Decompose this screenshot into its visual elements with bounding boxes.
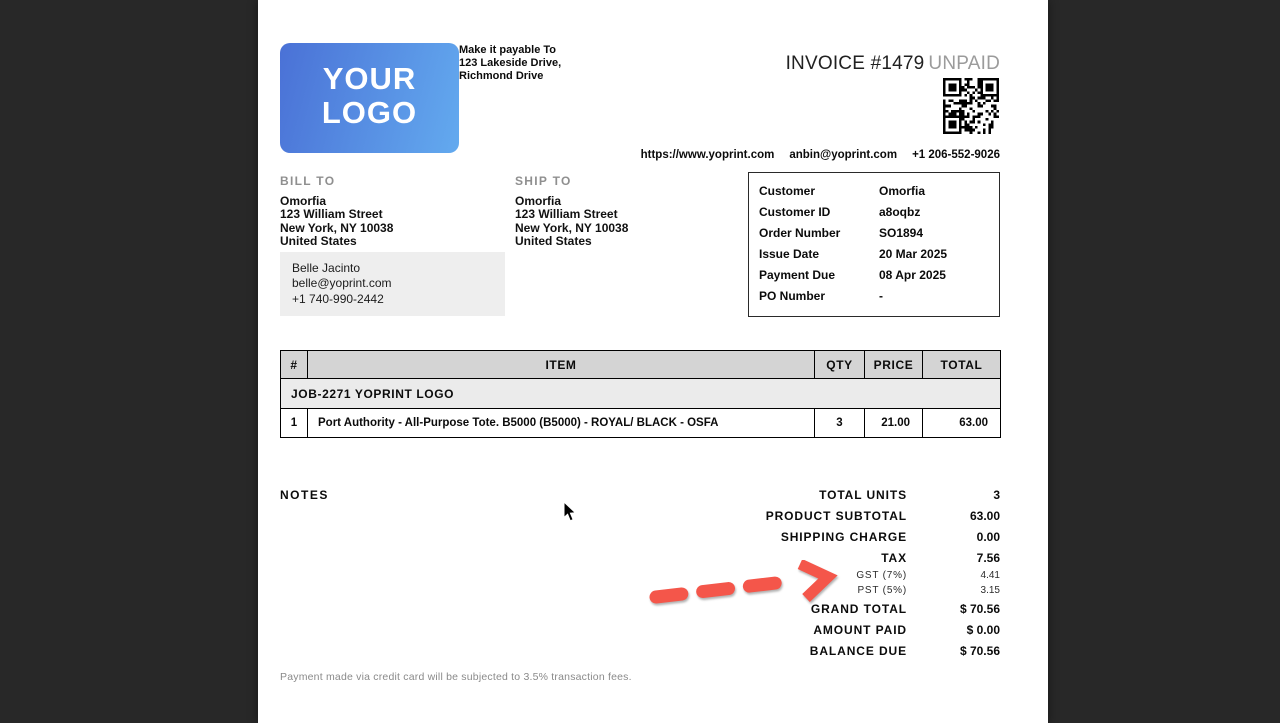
order-info-row [759,181,989,202]
total-row-balance-due [580,640,1000,661]
order-info-label: Customer ID [759,205,831,220]
logo-text-line1: YOUR [322,61,417,96]
bill-to-street: 123 William Street [280,207,383,222]
order-info-value: 20 Mar 2025 [879,247,948,262]
bill-to-address [280,195,393,249]
company-phone: +1 206-552-9026 [912,149,1000,161]
ship-to-label: SHIP TO [515,174,572,188]
contact-phone: +1 740-990-2442 [292,291,384,306]
total-label: PRODUCT SUBTOTAL [765,508,907,523]
order-info-label: Customer [759,184,816,199]
ship-to-country: United States [515,234,592,249]
mouse-cursor [563,501,577,522]
total-label: TOTAL UNITS [819,487,907,502]
total-value: 4.41 [980,570,1000,581]
order-info-label: PO Number [759,288,826,303]
payable-block [459,44,599,83]
item-number: 1 [281,409,308,438]
contact-name: Belle Jacinto [292,261,361,275]
annotation-arrow-icon [645,560,845,606]
order-info-value: SO1894 [879,226,924,241]
total-value: $ 70.56 [959,601,1000,616]
order-info-row [759,265,989,286]
total-value: $ 70.56 [959,643,1000,658]
items-table [280,350,1001,438]
company-email: anbin@yoprint.com [789,149,898,161]
footer-note: Payment made via credit card will be subjected to 3.5% transaction fees. [280,671,632,683]
total-label: BALANCE DUE [809,643,907,658]
order-info-value: 08 Apr 2025 [879,268,946,282]
col-header-qty: QTY [815,351,865,379]
total-label: SHIPPING CHARGE [780,529,907,544]
company-logo [280,43,459,153]
ship-to-city: New York, NY 10038 [515,220,629,235]
col-header-num: # [281,351,308,379]
qr-code [943,78,999,134]
bill-to-name: Omorfia [280,194,327,208]
payable-title: Make it payable To [459,44,556,56]
ship-to-address [515,195,628,249]
bill-to-country: United States [280,234,357,249]
invoice-title [786,53,1000,75]
order-info-box [748,172,1000,317]
company-website: https://www.yoprint.com [640,149,775,161]
bill-to-label: BILL TO [280,174,336,188]
job-group-label: JOB-2271 YOPRINT LOGO [281,379,1001,409]
total-value: 3.15 [980,585,1000,596]
order-info-label: Issue Date [759,247,820,262]
company-contact-row [641,149,1000,161]
order-info-row [759,244,989,265]
order-info-value: Omorfia [879,184,926,199]
item-description: Port Authority - All-Purpose Tote. B5000 (B5000) - ROYAL/ BLACK - OSFA [308,409,815,438]
contact-email: belle@yoprint.com [292,276,392,291]
col-header-total: TOTAL [923,351,1001,379]
bill-to-contact-box [280,252,505,316]
notes-label: NOTES [280,488,329,502]
job-group-row [281,379,1001,409]
item-price: 21.00 [865,409,923,438]
total-label: GST (7%) [856,570,907,581]
items-table-header-row [281,351,1001,379]
order-info-label: Order Number [759,226,841,241]
total-row-shipping [580,526,1000,547]
payable-address-line1: 123 Lakeside Drive, [459,57,562,69]
col-header-price: PRICE [865,351,923,379]
total-row-subtotal [580,505,1000,526]
total-value: 7.56 [976,550,1000,565]
ship-to-street: 123 William Street [515,207,618,222]
total-label: TAX [881,550,907,565]
total-row-amount-paid [580,619,1000,640]
order-info-label: Payment Due [759,268,836,282]
total-label: GRAND TOTAL [810,601,907,616]
total-value: 3 [993,487,1000,502]
total-label: AMOUNT PAID [813,622,907,637]
item-total: 63.00 [923,409,1001,438]
payable-address-line2: Richmond Drive [459,70,544,82]
invoice-page [258,0,1048,723]
total-value: 63.00 [969,508,1000,523]
table-row [281,409,1001,438]
invoice-number: INVOICE #1479 [785,53,925,74]
logo-text-line2: LOGO [321,95,418,130]
total-row-units [580,484,1000,505]
order-info-row [759,285,989,306]
order-info-row [759,202,989,223]
order-info-value: - [879,288,883,303]
order-info-row [759,223,989,244]
total-value: 0.00 [976,529,1000,544]
status-badge: UNPAID [928,53,1000,74]
total-value: $ 0.00 [966,622,1000,637]
bill-to-city: New York, NY 10038 [280,220,394,235]
ship-to-name: Omorfia [515,194,562,208]
col-header-item: ITEM [308,351,815,379]
total-label: PST (5%) [857,585,907,596]
item-qty: 3 [815,409,865,438]
order-info-value: a8oqbz [879,205,921,220]
